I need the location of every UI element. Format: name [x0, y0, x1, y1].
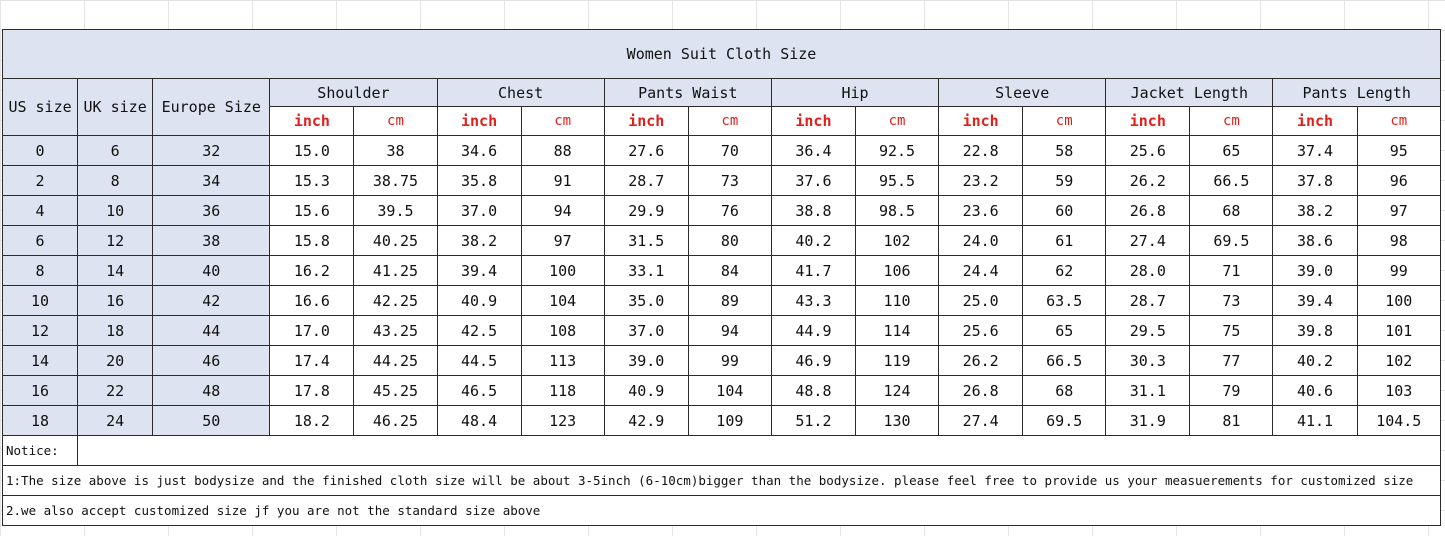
measurement-cell: 43.3 [771, 286, 855, 316]
measurement-cell: 22.8 [939, 136, 1023, 166]
measurement-cell: 99 [688, 346, 771, 376]
measurement-cell: 104 [688, 376, 771, 406]
us-size-cell: 2 [3, 166, 78, 196]
table-row [3, 196, 1441, 226]
measurement-cell: 35.0 [604, 286, 688, 316]
measurement-cell: 98 [1357, 226, 1440, 256]
measurement-cell: 44.5 [437, 346, 521, 376]
measurement-cell: 40.25 [354, 226, 437, 256]
uk-size-cell: 18 [78, 316, 153, 346]
measurement-cell: 28.0 [1106, 256, 1190, 286]
europe-size-cell: 32 [153, 136, 270, 166]
unit-cm-label: cm [1023, 107, 1106, 136]
measurement-cell: 39.0 [1273, 256, 1357, 286]
unit-inch-label: inch [771, 107, 855, 136]
europe-size-cell: 46 [153, 346, 270, 376]
measurement-cell: 15.0 [270, 136, 354, 166]
shoulder-header: Shoulder [270, 79, 437, 107]
us-size-cell: 10 [3, 286, 78, 316]
us-size-cell: 12 [3, 316, 78, 346]
uk-size-cell: 20 [78, 346, 153, 376]
measurement-cell: 45.25 [354, 376, 437, 406]
measurement-cell: 39.8 [1273, 316, 1357, 346]
measurement-cell: 24.0 [939, 226, 1023, 256]
measurement-cell: 24.4 [939, 256, 1023, 286]
measurement-cell: 27.6 [604, 136, 688, 166]
us-size-header: US size [3, 79, 78, 136]
unit-inch-label: inch [437, 107, 521, 136]
europe-size-cell: 42 [153, 286, 270, 316]
measurement-cell: 108 [521, 316, 604, 346]
measurement-cell: 38.2 [1273, 196, 1357, 226]
measurement-cell: 96 [1357, 166, 1440, 196]
measurement-cell: 65 [1023, 316, 1106, 346]
measurement-cell: 43.25 [354, 316, 437, 346]
measurement-cell: 88 [521, 136, 604, 166]
unit-inch-label: inch [270, 107, 354, 136]
measurement-cell: 102 [1357, 346, 1440, 376]
measurement-cell: 100 [1357, 286, 1440, 316]
measurement-cell: 113 [521, 346, 604, 376]
measurement-cell: 28.7 [604, 166, 688, 196]
measurement-cell: 37.4 [1273, 136, 1357, 166]
measurement-cell: 68 [1190, 196, 1273, 226]
measurement-cell: 15.3 [270, 166, 354, 196]
measurement-cell: 69.5 [1023, 406, 1106, 436]
measurement-cell: 30.3 [1106, 346, 1190, 376]
measurement-cell: 38.8 [771, 196, 855, 226]
measurement-cell: 71 [1190, 256, 1273, 286]
measurement-cell: 41.25 [354, 256, 437, 286]
measurement-cell: 100 [521, 256, 604, 286]
table-row [3, 166, 1441, 196]
unit-inch-label: inch [604, 107, 688, 136]
uk-size-cell: 8 [78, 166, 153, 196]
measurement-cell: 17.0 [270, 316, 354, 346]
table-row [3, 346, 1441, 376]
measurement-cell: 26.2 [1106, 166, 1190, 196]
measurement-cell: 103 [1357, 376, 1440, 406]
measurement-cell: 29.9 [604, 196, 688, 226]
measurement-cell: 73 [1190, 286, 1273, 316]
measurement-cell: 65 [1190, 136, 1273, 166]
table-row [3, 136, 1441, 166]
size-chart-table [2, 29, 1441, 526]
us-size-cell: 18 [3, 406, 78, 436]
measurement-cell: 60 [1023, 196, 1106, 226]
measurement-cell: 27.4 [1106, 226, 1190, 256]
measurement-cell: 79 [1190, 376, 1273, 406]
us-size-cell: 0 [3, 136, 78, 166]
measurement-cell: 59 [1023, 166, 1106, 196]
measurement-cell: 118 [521, 376, 604, 406]
measurement-cell: 104.5 [1357, 406, 1440, 436]
measurement-cell: 26.2 [939, 346, 1023, 376]
uk-size-cell: 24 [78, 406, 153, 436]
measurement-cell: 75 [1190, 316, 1273, 346]
chest-header: Chest [437, 79, 604, 107]
measurement-cell: 46.9 [771, 346, 855, 376]
measurement-cell: 61 [1023, 226, 1106, 256]
measurement-cell: 15.8 [270, 226, 354, 256]
measurement-cell: 63.5 [1023, 286, 1106, 316]
notice-line-2: 2.we also accept customized size jf you are not the standard size above [3, 496, 1441, 526]
measurement-cell: 48.8 [771, 376, 855, 406]
measurement-cell: 89 [688, 286, 771, 316]
measurement-cell: 95.5 [855, 166, 938, 196]
uk-size-cell: 22 [78, 376, 153, 406]
measurement-cell: 42.25 [354, 286, 437, 316]
measurement-cell: 38.2 [437, 226, 521, 256]
jacket-length-header: Jacket Length [1106, 79, 1273, 107]
measurement-cell: 40.6 [1273, 376, 1357, 406]
measurement-cell: 29.5 [1106, 316, 1190, 346]
measurement-cell: 38 [354, 136, 437, 166]
measurement-cell: 37.6 [771, 166, 855, 196]
measurement-cell: 26.8 [939, 376, 1023, 406]
unit-cm-label: cm [688, 107, 771, 136]
measurement-cell: 41.1 [1273, 406, 1357, 436]
measurement-cell: 27.4 [939, 406, 1023, 436]
measurement-cell: 73 [688, 166, 771, 196]
measurement-cell: 31.1 [1106, 376, 1190, 406]
measurement-cell: 34.6 [437, 136, 521, 166]
us-size-cell: 16 [3, 376, 78, 406]
europe-size-cell: 50 [153, 406, 270, 436]
unit-inch-label: inch [939, 107, 1023, 136]
uk-size-header: UK size [78, 79, 153, 136]
measurement-cell: 31.5 [604, 226, 688, 256]
chart-title: Women Suit Cloth Size [3, 30, 1441, 79]
notice-empty [78, 436, 1441, 466]
measurement-cell: 46.25 [354, 406, 437, 436]
unit-cm-label: cm [855, 107, 938, 136]
measurement-cell: 66.5 [1190, 166, 1273, 196]
measurement-cell: 40.2 [1273, 346, 1357, 376]
measurement-cell: 16.6 [270, 286, 354, 316]
measurement-cell: 123 [521, 406, 604, 436]
measurement-cell: 70 [688, 136, 771, 166]
measurement-cell: 84 [688, 256, 771, 286]
measurement-cell: 38.75 [354, 166, 437, 196]
measurement-cell: 95 [1357, 136, 1440, 166]
measurement-cell: 66.5 [1023, 346, 1106, 376]
measurement-cell: 77 [1190, 346, 1273, 376]
notice-line-1: 1:The size above is just bodysize and the finished cloth size will be about 3-5inch (6-10cm)bigger than the bodysize. please feel free to provide us your measuerements for customized size [3, 466, 1441, 496]
measurement-cell: 40.9 [604, 376, 688, 406]
measurement-cell: 94 [688, 316, 771, 346]
measurement-cell: 25.6 [1106, 136, 1190, 166]
measurement-cell: 81 [1190, 406, 1273, 436]
measurement-cell: 91 [521, 166, 604, 196]
us-size-cell: 14 [3, 346, 78, 376]
uk-size-cell: 10 [78, 196, 153, 226]
sleeve-header: Sleeve [939, 79, 1106, 107]
measurement-cell: 42.9 [604, 406, 688, 436]
measurement-cell: 110 [855, 286, 938, 316]
pants-waist-header: Pants Waist [604, 79, 771, 107]
table-row [3, 256, 1441, 286]
measurement-cell: 94 [521, 196, 604, 226]
measurement-cell: 37.0 [437, 196, 521, 226]
unit-cm-label: cm [1190, 107, 1273, 136]
measurement-cell: 37.8 [1273, 166, 1357, 196]
measurement-cell: 31.9 [1106, 406, 1190, 436]
uk-size-cell: 16 [78, 286, 153, 316]
measurement-cell: 18.2 [270, 406, 354, 436]
europe-size-cell: 38 [153, 226, 270, 256]
unit-cm-label: cm [354, 107, 437, 136]
europe-size-cell: 40 [153, 256, 270, 286]
us-size-cell: 6 [3, 226, 78, 256]
table-row [3, 406, 1441, 436]
table-row [3, 286, 1441, 316]
measurement-cell: 119 [855, 346, 938, 376]
measurement-cell: 46.5 [437, 376, 521, 406]
measurement-cell: 33.1 [604, 256, 688, 286]
measurement-cell: 39.0 [604, 346, 688, 376]
measurement-cell: 114 [855, 316, 938, 346]
measurement-cell: 76 [688, 196, 771, 226]
uk-size-cell: 12 [78, 226, 153, 256]
us-size-cell: 8 [3, 256, 78, 286]
unit-cm-label: cm [521, 107, 604, 136]
measurement-cell: 44.25 [354, 346, 437, 376]
europe-size-cell: 44 [153, 316, 270, 346]
measurement-cell: 35.8 [437, 166, 521, 196]
measurement-cell: 17.4 [270, 346, 354, 376]
measurement-cell: 62 [1023, 256, 1106, 286]
unit-cm-label: cm [1357, 107, 1440, 136]
measurement-cell: 40.9 [437, 286, 521, 316]
table-row [3, 226, 1441, 256]
hip-header: Hip [771, 79, 938, 107]
measurement-cell: 15.6 [270, 196, 354, 226]
measurement-cell: 23.6 [939, 196, 1023, 226]
measurement-cell: 102 [855, 226, 938, 256]
us-size-cell: 4 [3, 196, 78, 226]
measurement-cell: 99 [1357, 256, 1440, 286]
measurement-cell: 39.4 [437, 256, 521, 286]
measurement-cell: 68 [1023, 376, 1106, 406]
measurement-cell: 109 [688, 406, 771, 436]
measurement-cell: 106 [855, 256, 938, 286]
europe-size-header: Europe Size [153, 79, 270, 136]
measurement-cell: 25.0 [939, 286, 1023, 316]
measurement-cell: 80 [688, 226, 771, 256]
uk-size-cell: 6 [78, 136, 153, 166]
measurement-cell: 101 [1357, 316, 1440, 346]
measurement-cell: 28.7 [1106, 286, 1190, 316]
measurement-cell: 98.5 [855, 196, 938, 226]
measurement-cell: 41.7 [771, 256, 855, 286]
measurement-cell: 37.0 [604, 316, 688, 346]
unit-inch-label: inch [1273, 107, 1357, 136]
measurement-cell: 25.6 [939, 316, 1023, 346]
measurement-cell: 97 [1357, 196, 1440, 226]
notice-label: Notice: [3, 436, 78, 466]
measurement-cell: 17.8 [270, 376, 354, 406]
uk-size-cell: 14 [78, 256, 153, 286]
unit-inch-label: inch [1106, 107, 1190, 136]
measurement-cell: 44.9 [771, 316, 855, 346]
measurement-cell: 36.4 [771, 136, 855, 166]
measurement-cell: 40.2 [771, 226, 855, 256]
europe-size-cell: 36 [153, 196, 270, 226]
table-row [3, 376, 1441, 406]
measurement-cell: 26.8 [1106, 196, 1190, 226]
measurement-cell: 58 [1023, 136, 1106, 166]
measurement-cell: 16.2 [270, 256, 354, 286]
measurement-cell: 124 [855, 376, 938, 406]
measurement-cell: 92.5 [855, 136, 938, 166]
measurement-cell: 130 [855, 406, 938, 436]
measurement-cell: 69.5 [1190, 226, 1273, 256]
measurement-cell: 39.5 [354, 196, 437, 226]
europe-size-cell: 34 [153, 166, 270, 196]
measurement-cell: 42.5 [437, 316, 521, 346]
measurement-cell: 48.4 [437, 406, 521, 436]
measurement-cell: 39.4 [1273, 286, 1357, 316]
table-row [3, 316, 1441, 346]
pants-length-header: Pants Length [1273, 79, 1441, 107]
measurement-cell: 51.2 [771, 406, 855, 436]
measurement-cell: 23.2 [939, 166, 1023, 196]
europe-size-cell: 48 [153, 376, 270, 406]
measurement-cell: 97 [521, 226, 604, 256]
measurement-cell: 104 [521, 286, 604, 316]
measurement-cell: 38.6 [1273, 226, 1357, 256]
